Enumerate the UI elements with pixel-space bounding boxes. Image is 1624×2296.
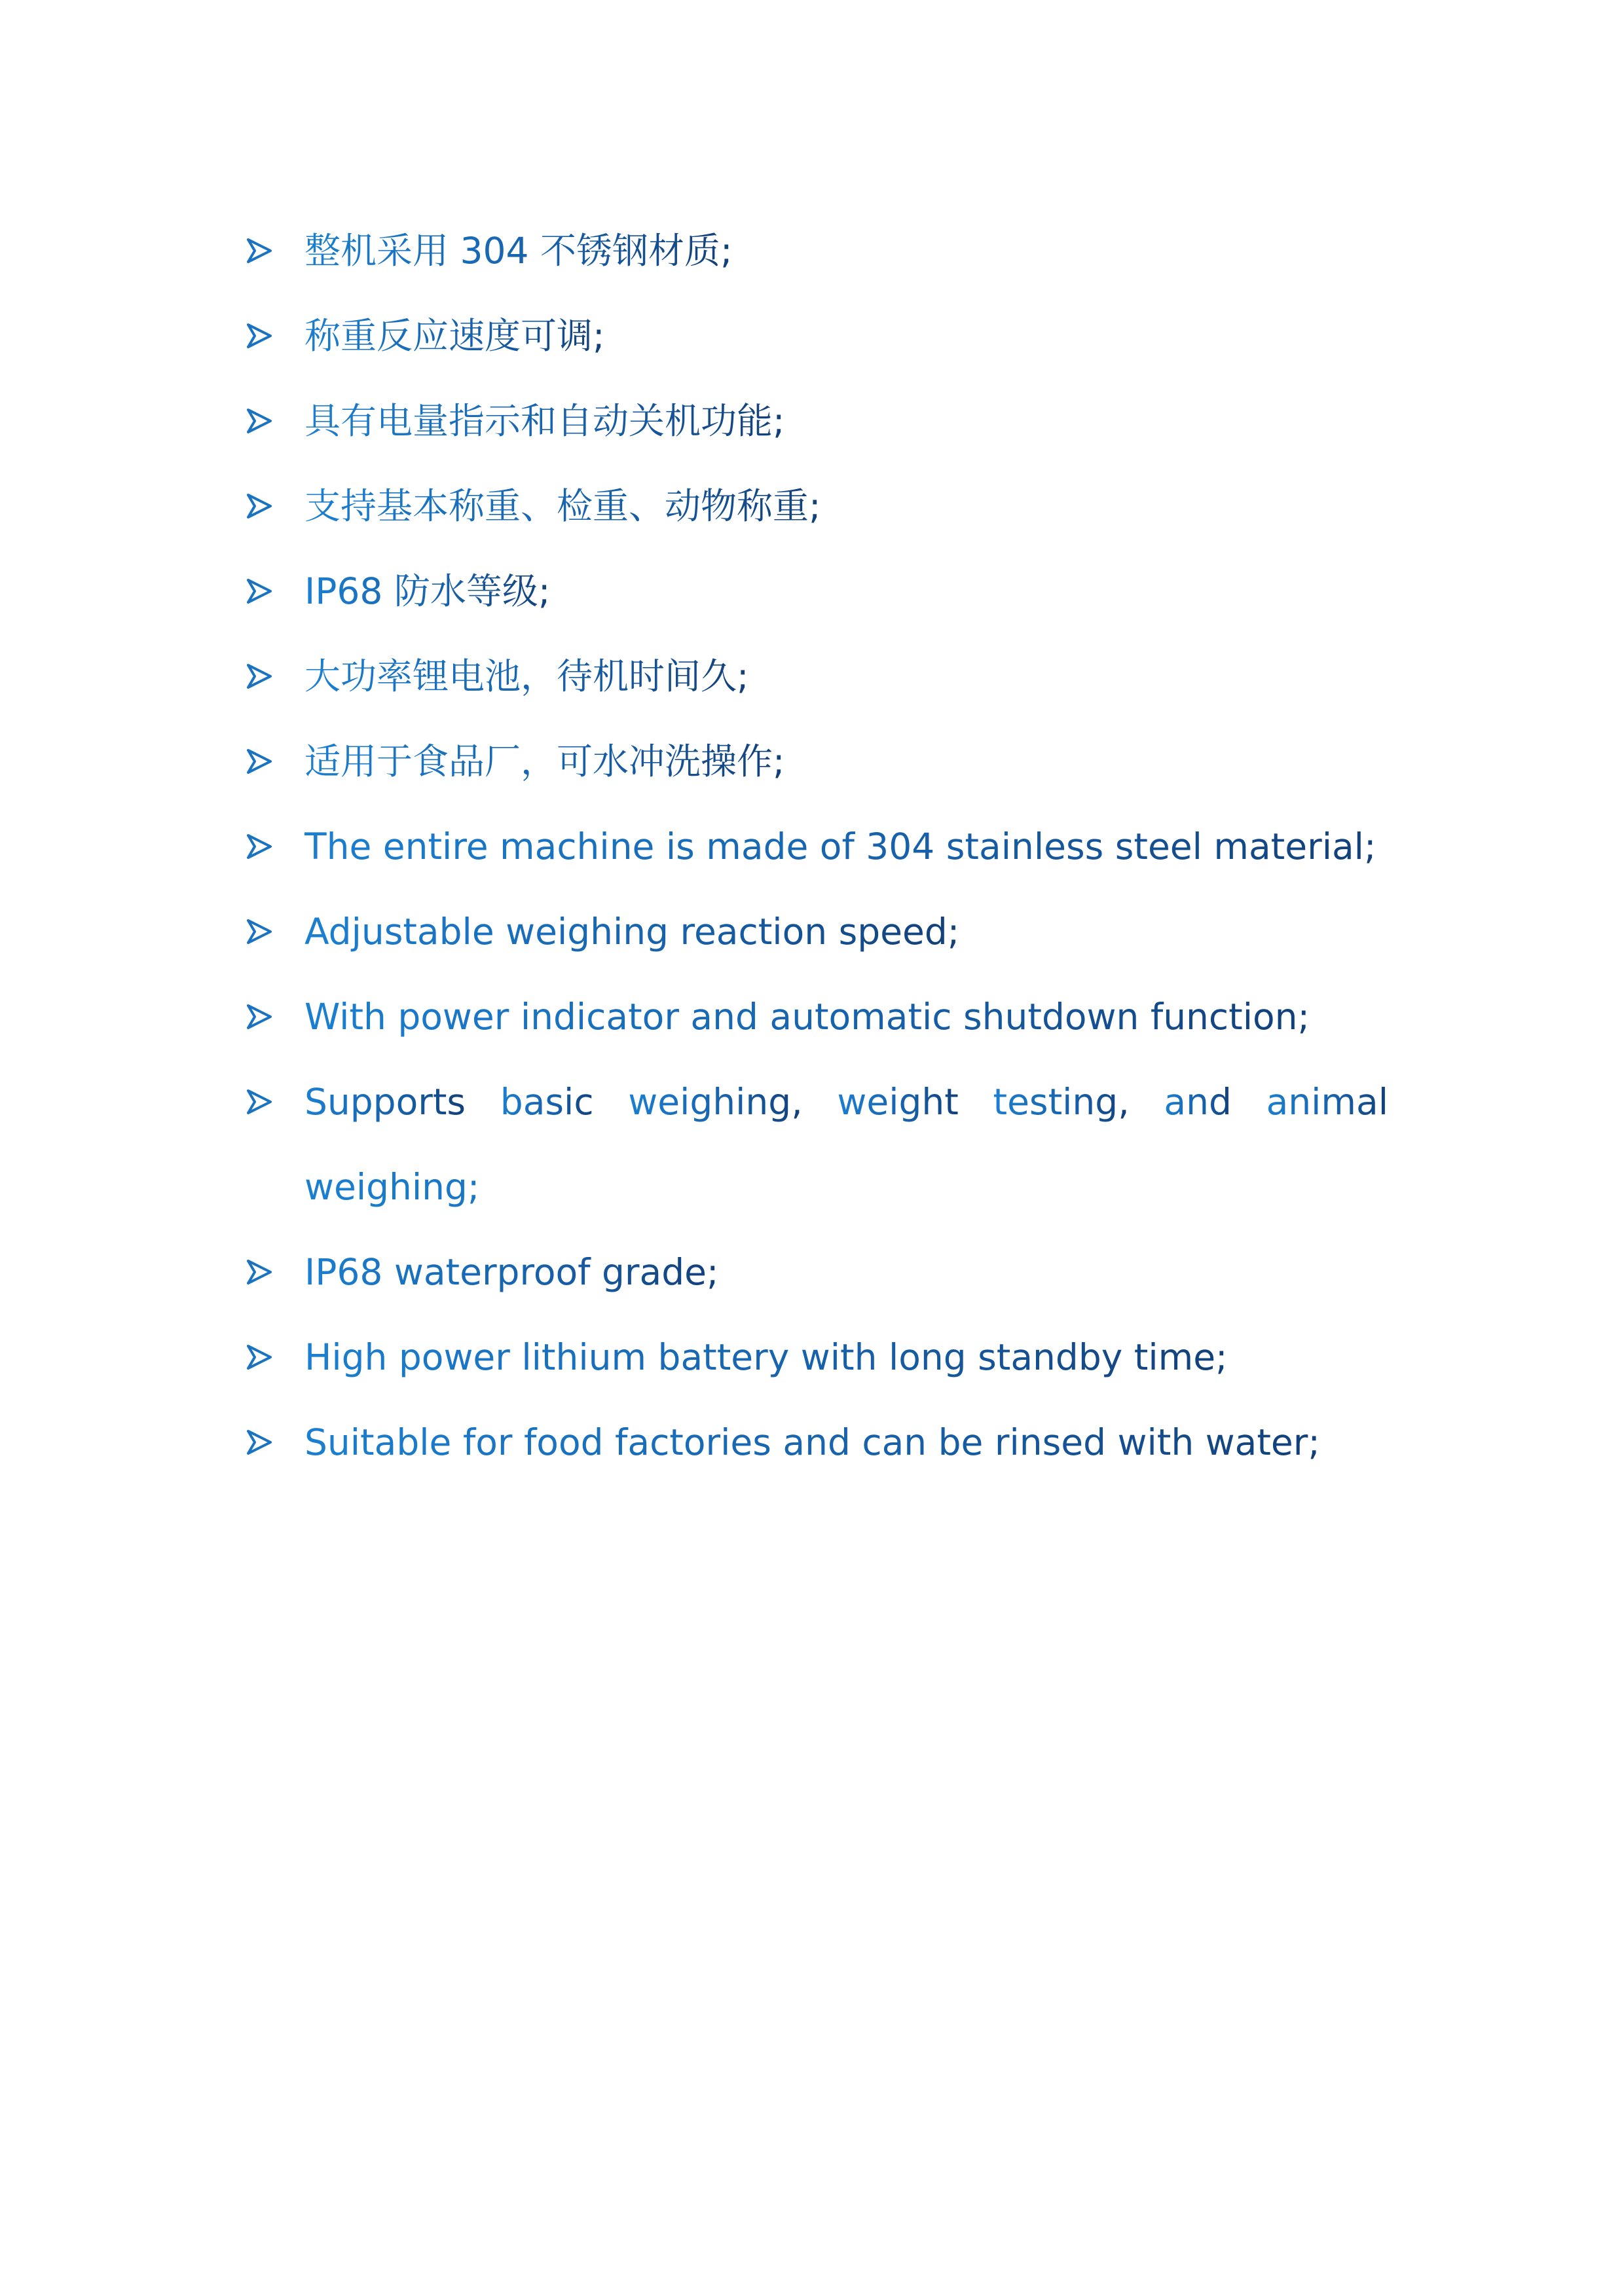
list-item (246, 1315, 1388, 1400)
feature-word: weighing; (304, 1144, 1388, 1230)
feature-text-line-2 (304, 1144, 1388, 1230)
arrow-bullet-icon (246, 663, 273, 690)
feature-word: and (1164, 1059, 1231, 1144)
feature-text: 适用于食品厂，可水冲洗操作; (304, 719, 785, 804)
feature-word: weight (837, 1059, 958, 1144)
list-item (246, 464, 1388, 549)
arrow-bullet-icon (246, 237, 273, 264)
feature-text: The entire machine is made of 304 stainless steel material; (304, 804, 1376, 889)
feature-word: testing, (993, 1059, 1130, 1144)
feature-text: Suitable for food factories and can be rinsed with water; (304, 1400, 1320, 1485)
arrow-bullet-icon (246, 322, 273, 350)
list-item (246, 634, 1388, 719)
list-item (246, 208, 1388, 293)
feature-word: animal (1266, 1059, 1388, 1144)
feature-text: IP68 waterproof grade; (304, 1230, 719, 1315)
arrow-bullet-icon (246, 1258, 273, 1286)
feature-text: 称重反应速度可调; (304, 293, 605, 378)
list-item (246, 1059, 1388, 1230)
feature-text: IP68 防水等级; (304, 549, 550, 634)
arrow-bullet-icon (246, 577, 273, 605)
feature-text: Adjustable weighing reaction speed; (304, 889, 959, 974)
feature-text: 支持基本称重、检重、动物称重; (304, 464, 821, 549)
arrow-bullet-icon (246, 1088, 273, 1116)
feature-word: basic (500, 1059, 594, 1144)
arrow-bullet-icon (246, 833, 273, 860)
list-item (246, 378, 1388, 464)
feature-text: High power lithium battery with long standby time; (304, 1315, 1228, 1400)
arrow-bullet-icon (246, 918, 273, 945)
arrow-bullet-icon (246, 1343, 273, 1371)
list-item (246, 1400, 1388, 1485)
arrow-bullet-icon (246, 1429, 273, 1456)
feature-text: 具有电量指示和自动关机功能; (304, 378, 785, 464)
arrow-bullet-icon (246, 1003, 273, 1030)
feature-text: 整机采用 304 不锈钢材质; (304, 208, 732, 293)
list-item (246, 889, 1388, 974)
arrow-bullet-icon (246, 748, 273, 775)
list-item (246, 974, 1388, 1059)
feature-text: With power indicator and automatic shutdown function; (304, 974, 1310, 1059)
list-item (246, 1230, 1388, 1315)
feature-text-line-1 (304, 1059, 1388, 1144)
list-item (246, 293, 1388, 378)
feature-word: Supports (304, 1059, 466, 1144)
arrow-bullet-icon (246, 407, 273, 435)
list-item (246, 719, 1388, 804)
list-item (246, 804, 1388, 889)
arrow-bullet-icon (246, 492, 273, 520)
feature-word: weighing, (628, 1059, 802, 1144)
feature-list (246, 208, 1388, 1485)
feature-text: 大功率锂电池，待机时间久; (304, 634, 749, 719)
list-item (246, 549, 1388, 634)
